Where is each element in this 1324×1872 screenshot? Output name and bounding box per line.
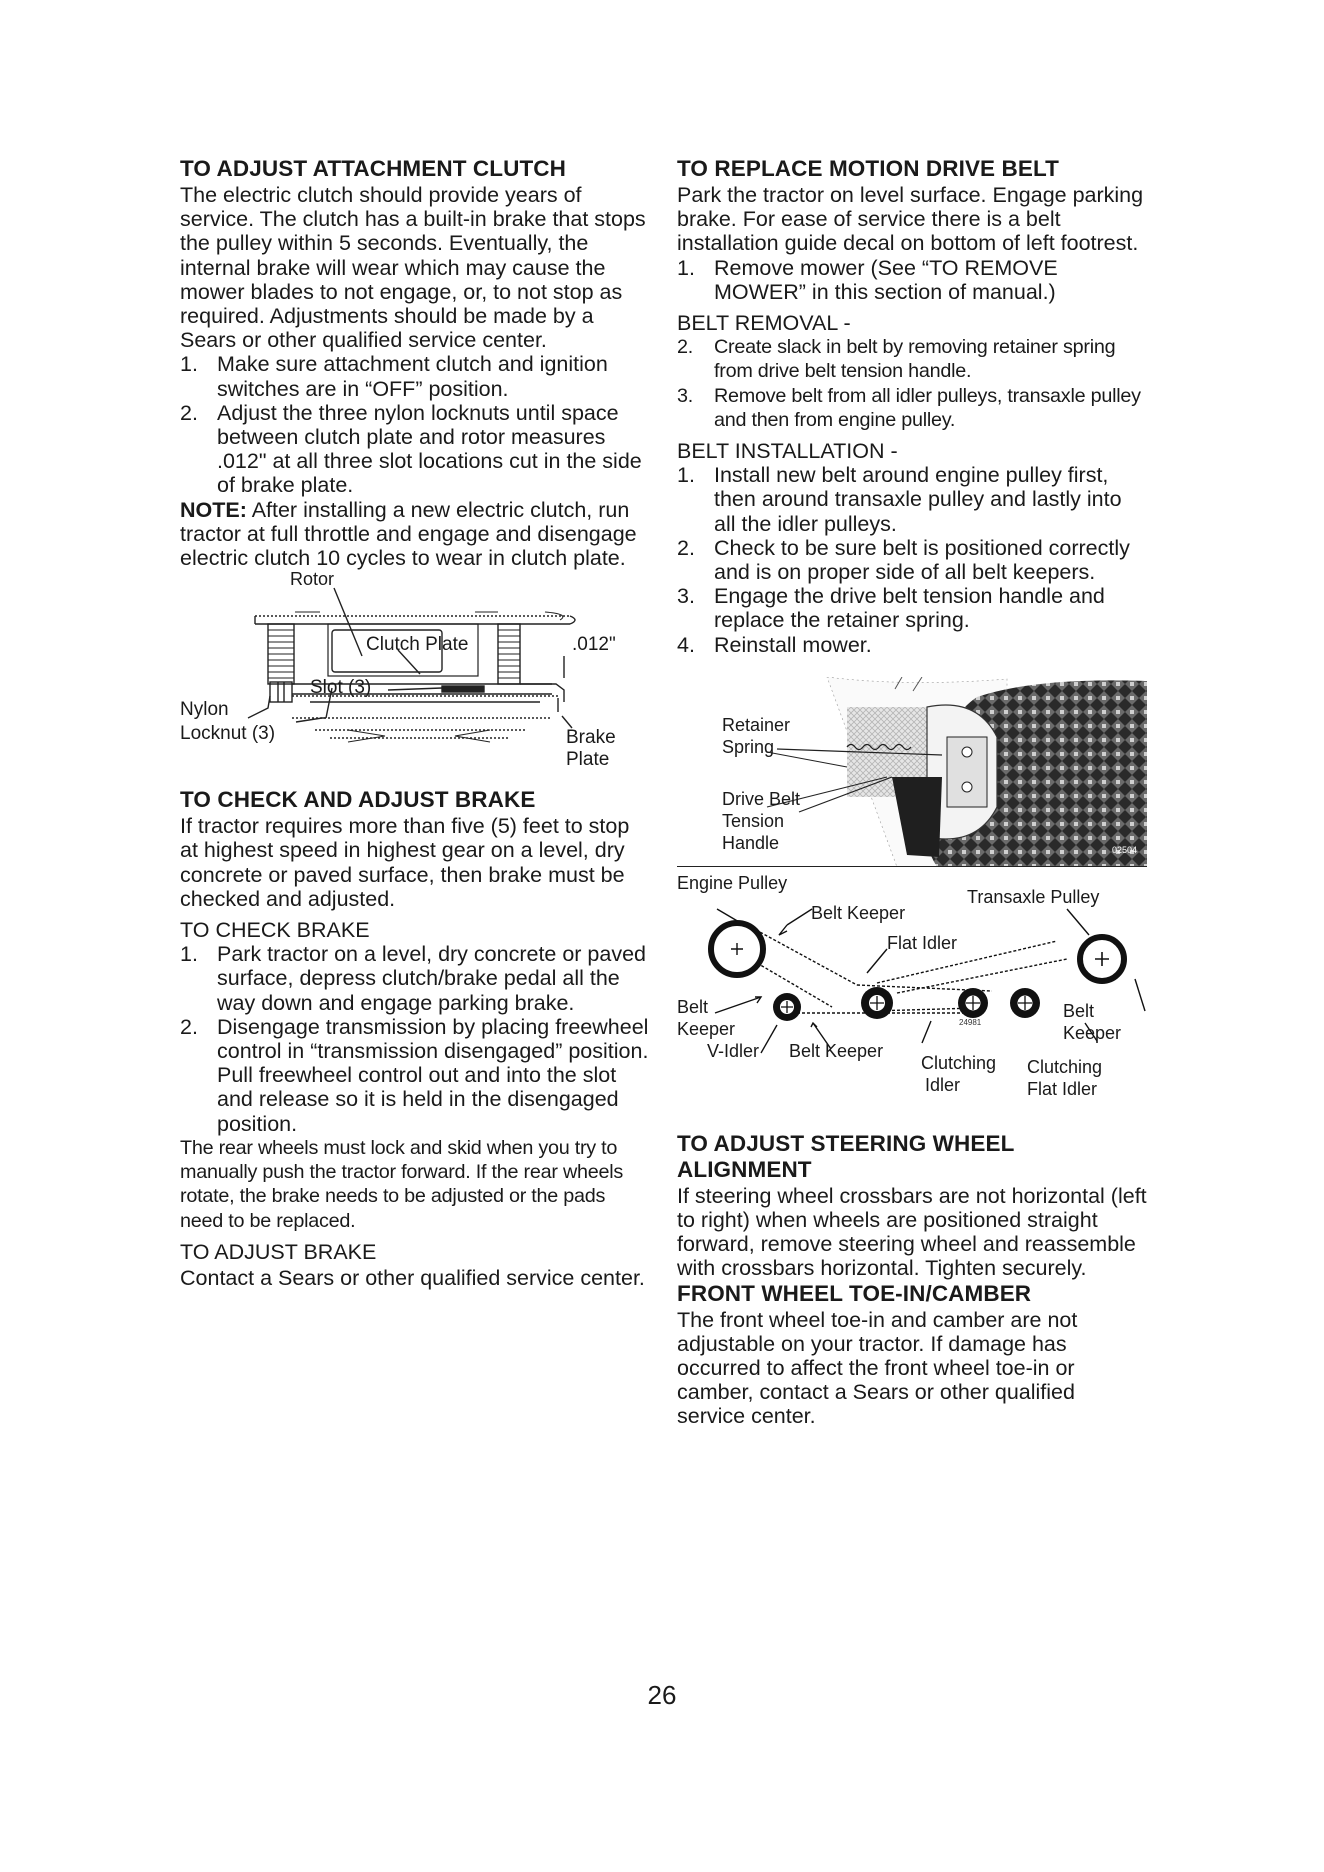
- transaxle-pulley-label: Transaxle Pulley: [967, 886, 1100, 907]
- list-item: [180, 942, 650, 1015]
- clutch-plate-label: Clutch Plate: [366, 634, 469, 656]
- clutching-label-1: Clutching: [921, 1052, 997, 1073]
- plate-label: Plate: [566, 749, 610, 771]
- toe-in-text: The front wheel toe-in and camber are not adjustable on your tractor. If damage has occurred to affect the front wheel toe-in or camber, contact a Sears or other qualified service center.: [677, 1307, 1078, 1429]
- step-text: Check to be sure belt is positioned correctly and is on proper side of all belt keepers.: [714, 535, 1130, 585]
- step-text: Adjust the three nylon locknuts until space between clutch plate and rotor measures .012" at all three slot locations cut in the side of brake plate.: [217, 400, 642, 498]
- list-item: [677, 584, 1147, 632]
- clutching-label-2: Clutching: [1027, 1056, 1103, 1077]
- keeper-right-label: Keeper: [1063, 1022, 1122, 1043]
- attachment-clutch-heading: TO ADJUST ATTACHMENT CLUTCH: [180, 156, 567, 181]
- toe-in-heading: FRONT WHEEL TOE-IN/CAMBER: [677, 1280, 1032, 1306]
- list-item: [677, 335, 1147, 383]
- belt-keeper-top-label: Belt Keeper: [811, 902, 906, 923]
- motion-belt-intro: Park the tractor on level surface. Engage parking brake. For ease of service there is a belt installation guide decal on bottom of left footrest.: [677, 183, 1144, 256]
- list-item: [677, 633, 1147, 657]
- brake-heading: TO CHECK AND ADJUST BRAKE: [180, 787, 536, 813]
- clutch-diagram: [180, 569, 650, 783]
- tension-figure-code: 02504: [1112, 844, 1138, 855]
- step-text: Engage the drive belt tension handle and replace the retainer spring.: [714, 584, 1105, 633]
- step-text: Park tractor on a level, dry concrete or paved surface, depress clutch/brake pedal all the way down and engage parking brake.: [217, 942, 647, 1015]
- list-item: [677, 384, 1147, 432]
- handle-label: Handle: [722, 832, 780, 853]
- left-column: [180, 156, 650, 1290]
- step-number: 1.: [677, 463, 695, 488]
- step-text: Disengage transmission by placing freewheel control in “transmission disengaged” position. Pull freewheel control out and into the slot and release so it is held in the disengaged position.: [217, 1014, 649, 1136]
- step-number: 3.: [677, 384, 693, 407]
- step-number: 1.: [180, 942, 198, 967]
- idler-label: Idler: [925, 1074, 961, 1095]
- motion-belt-section: [677, 156, 1147, 657]
- motion-belt-pre-steps: [677, 256, 1147, 304]
- step-text: Remove belt from all idler pulleys, transaxle pulley and then from engine pulley.: [714, 384, 1141, 431]
- belt-routing-diagram: [677, 873, 1147, 1123]
- belt-installation-steps: [677, 463, 1147, 657]
- attachment-clutch-note: [180, 498, 650, 571]
- motion-belt-heading: TO REPLACE MOTION DRIVE BELT: [677, 156, 1059, 181]
- step-text: Reinstall mower.: [714, 632, 872, 657]
- step-number: 2.: [677, 535, 695, 560]
- step-text: Remove mower (See “TO REMOVE MOWER” in this section of manual.): [714, 255, 1058, 304]
- slot-label: Slot (3): [310, 677, 372, 699]
- steering-heading: TO ADJUST STEERING WHEEL ALIGNMENT: [677, 1130, 1015, 1182]
- brake-label: Brake: [566, 727, 616, 749]
- engine-pulley-label: Engine Pulley: [677, 872, 788, 893]
- step-text: Install new belt around engine pulley first, then around transaxle pulley and lastly into all the idler pulleys.: [714, 463, 1122, 536]
- attachment-clutch-section: [180, 156, 650, 570]
- step-number: 1.: [677, 255, 695, 280]
- list-item: [180, 401, 650, 498]
- note-label: NOTE:: [180, 497, 247, 522]
- step-number: 2.: [180, 1014, 198, 1039]
- step-text: Make sure attachment clutch and ignition switches are in “OFF” position.: [217, 352, 608, 401]
- rotor-label: Rotor: [290, 569, 335, 590]
- drive-belt-label: Drive Belt: [722, 788, 801, 809]
- belt-left-label: Belt: [677, 996, 709, 1017]
- step-number: 2.: [677, 336, 693, 359]
- belt-removal-steps: [677, 335, 1147, 432]
- nylon-label: Nylon: [180, 699, 229, 721]
- steering-section: [677, 1131, 1147, 1281]
- gap-label: .012": [572, 634, 616, 656]
- list-item: [677, 536, 1147, 584]
- belt-keeper-bottom-label: Belt Keeper: [789, 1040, 884, 1061]
- flat-idler-label: Flat Idler: [887, 932, 958, 953]
- step-number: 1.: [180, 352, 198, 377]
- check-brake-heading: TO CHECK BRAKE: [180, 918, 370, 943]
- attachment-clutch-steps: [180, 352, 650, 497]
- adjust-brake-text: Contact a Sears or other qualified service center.: [180, 1265, 645, 1290]
- list-item: [677, 463, 1147, 536]
- flat-idler-label-2: Flat Idler: [1027, 1078, 1098, 1099]
- step-number: 4.: [677, 632, 695, 657]
- adjust-brake-heading: TO ADJUST BRAKE: [180, 1239, 377, 1264]
- tension-label: Tension: [722, 810, 785, 831]
- brake-result-text: The rear wheels must lock and skid when you try to manually push the tractor forward. If the rear wheels rotate, the brake needs to be adjusted or the pads need to be replaced.: [180, 1136, 624, 1232]
- retainer-label: Retainer: [722, 714, 791, 735]
- tension-handle-illustration: [677, 677, 1147, 867]
- steering-text: If steering wheel crossbars are not horizontal (left to right) when wheels are positioned straight forward, remove steering wheel and reassemble with crossbars horizontal. Tighten securely.: [677, 1183, 1147, 1281]
- belt-right-label: Belt: [1063, 1000, 1095, 1021]
- attachment-clutch-intro: The electric clutch should provide years of service. The clutch has a built-in brake that stops the pulley within 5 seconds. Eventually, the internal brake will wear which may cause the mower blades to not engage, or, to not stop as required. Adjustments should be made by a Sears or other qualified service center.: [180, 183, 646, 353]
- brake-section: [180, 787, 650, 1290]
- check-brake-steps: [180, 942, 650, 1136]
- keeper-left-label: Keeper: [677, 1018, 736, 1039]
- toe-in-section: [677, 1281, 1147, 1429]
- step-text: Create slack in belt by removing retainer spring from drive belt tension handle.: [714, 336, 1116, 383]
- list-item: [180, 1015, 650, 1136]
- list-item: [677, 256, 1147, 304]
- locknut-label: Locknut (3): [180, 723, 276, 745]
- step-number: 3.: [677, 584, 695, 609]
- step-number: 2.: [180, 400, 198, 425]
- list-item: [180, 352, 650, 400]
- right-column: [677, 156, 1147, 1429]
- belt-removal-heading: BELT REMOVAL -: [677, 311, 851, 336]
- belt-installation-heading: BELT INSTALLATION -: [677, 439, 898, 464]
- page-number: 26: [647, 1680, 677, 1710]
- v-idler-label: V-Idler: [707, 1040, 760, 1061]
- spring-label: Spring: [722, 736, 775, 757]
- brake-intro: If tractor requires more than five (5) feet to stop at highest speed in highest gear on a level, dry concrete or paved surface, then brake must be checked and adjusted.: [180, 814, 630, 911]
- note-text: After installing a new electric clutch, run tractor at full throttle and engage and disengage electric clutch 10 cycles to wear in clutch plate.: [180, 497, 637, 571]
- belt-figure-code: 24981: [959, 1017, 982, 1027]
